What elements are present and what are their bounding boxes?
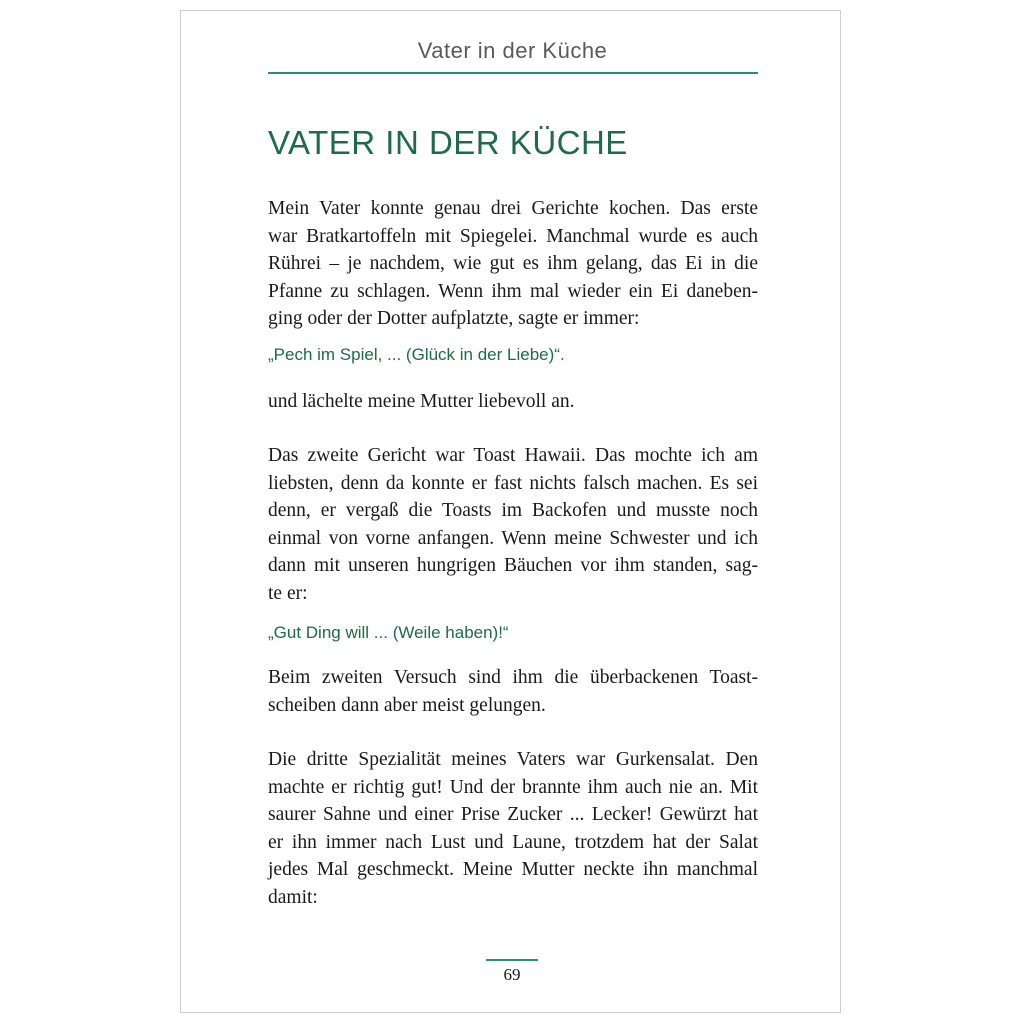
text-line: er ihn immer nach Lust und Laune, trotzdem hat der Salat [268,831,758,853]
text-line: ging oder der Dotter aufplatzte, sagte er immer: [268,308,640,330]
paragraph-3 [268,746,758,912]
text-line: Mein Vater konnte genau drei Gerichte kochen. Das erste [268,198,758,219]
text-line: Pfanne zu schlagen. Wenn ihm mal wieder ein Ei daneben- [268,280,758,302]
paragraph-1-end [268,388,758,416]
paragraph-1 [268,195,758,333]
quote-2: „Gut Ding will ... (Weile haben)!“ [268,623,509,642]
text-line: Die dritte Spezialität meines Vaters war Gurkensalat. Den [268,749,758,770]
text-line: einmal von vorne anfangen. Wenn meine Schwester und ich [268,527,758,549]
text-line: te er: [268,582,308,604]
footer-rule [486,959,538,961]
page-number: 69 [503,965,521,984]
text-line: saurer Sahne und einer Prise Zucker ... Lecker! Gewürzt hat [268,804,758,826]
text-line: Das zweite Gericht war Toast Hawaii. Das mochte ich am [268,445,758,466]
text-line: und lächelte meine Mutter liebevoll an. [268,391,575,412]
text-line: jedes Mal geschmeckt. Meine Mutter neckte ihn manchmal [268,859,758,881]
text-line: denn, er vergaß die Toasts im Backofen und musste noch [268,500,758,522]
chapter-title: VATER IN DER KÜCHE [268,124,628,161]
text-line: Beim zweiten Versuch sind ihm die überbackenen Toast- [268,667,758,688]
text-line: Rührei – je nachdem, wie gut es ihm gelang, das Ei in die [268,253,758,275]
header-rule [268,72,758,74]
text-line: war Bratkartoffeln mit Spiegelei. Manchmal wurde es auch [268,225,758,247]
text-line: liebsten, denn da konnte er fast nichts falsch machen. Es sei [268,472,758,494]
text-line: dann mit unseren hungrigen Bäuchen vor ihm standen, sag- [268,555,758,577]
paragraph-2-end [268,664,758,719]
text-line: damit: [268,886,318,908]
running-head: Vater in der Küche [417,38,608,63]
text-line: scheiben dann aber meist gelungen. [268,694,546,716]
quote-1: „Pech im Spiel, ... (Glück in der Liebe)“. [268,345,565,364]
text-line: machte er richtig gut! Und der brannte ihm auch nie an. Mit [268,776,758,798]
paragraph-2 [268,442,758,608]
